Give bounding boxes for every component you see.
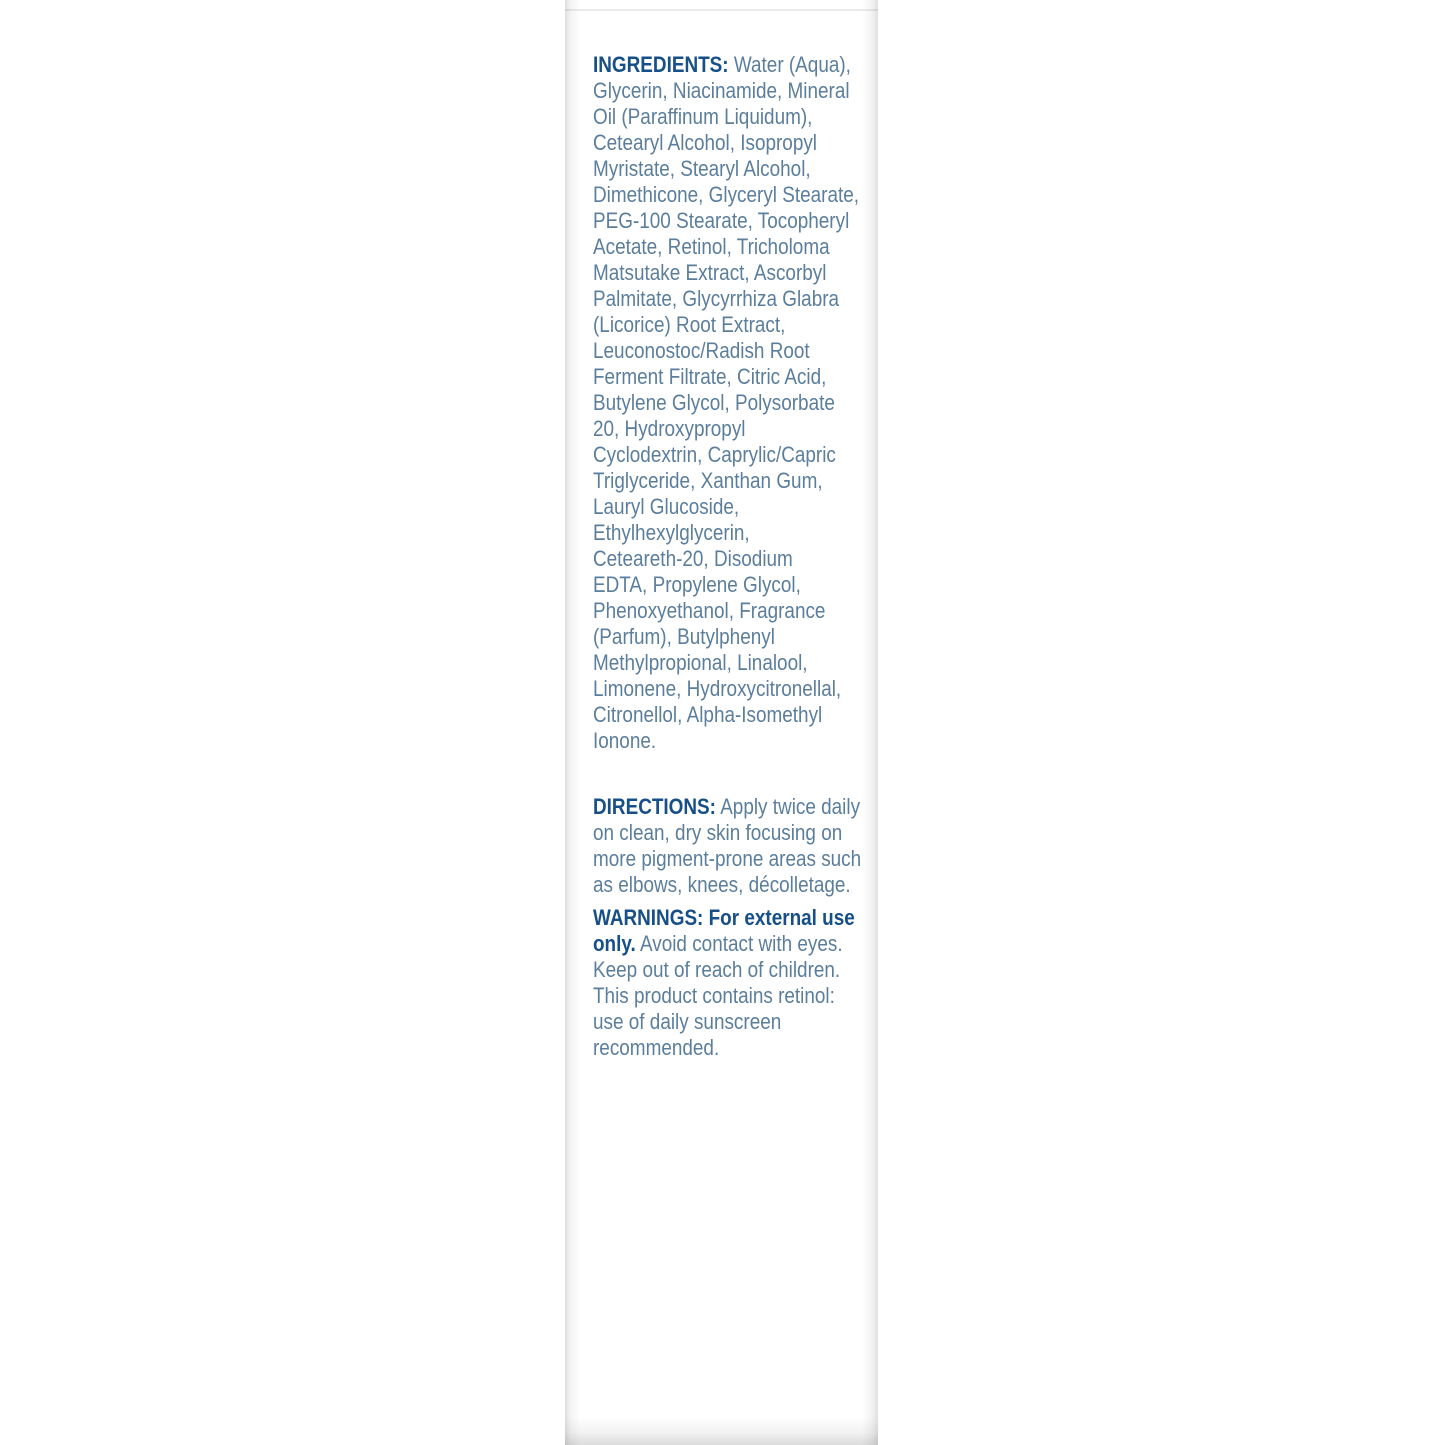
- text-line: [593, 208, 885, 234]
- label-body-text: use of daily sunscreen: [593, 1009, 782, 1034]
- label-body-text: Butylene Glycol, Polysorbate: [593, 390, 835, 415]
- text-line: [593, 104, 885, 130]
- text-line: [593, 702, 885, 728]
- panel-top-crease: [565, 9, 878, 11]
- label-body-text: Palmitate, Glycyrrhiza Glabra: [593, 286, 840, 311]
- label-body-text: This product contains retinol:: [593, 983, 835, 1008]
- text-line: [593, 983, 885, 1009]
- label-body-text: 20, Hydroxypropyl: [593, 416, 746, 441]
- label-body-text: Apply twice daily: [715, 794, 861, 819]
- label-heading-text: WARNINGS: For external use: [593, 905, 855, 930]
- label-body-text: (Licorice) Root Extract,: [593, 312, 786, 337]
- label-body-text: Phenoxyethanol, Fragrance: [593, 598, 826, 623]
- label-body-text: Lauryl Glucoside,: [593, 494, 740, 519]
- label-body-text: PEG-100 Stearate, Tocopheryl: [593, 208, 850, 233]
- label-body-text: Methylpropional, Linalool,: [593, 650, 808, 675]
- label-heading-text: DIRECTIONS:: [593, 794, 716, 819]
- text-line: [593, 156, 885, 182]
- text-line: [593, 676, 885, 702]
- label-body-text: Citronellol, Alpha-Isomethyl: [593, 702, 823, 727]
- label-body-text: Ethylhexylglycerin,: [593, 520, 750, 545]
- text-line: [593, 520, 885, 546]
- label-body-text: Keep out of reach of children.: [593, 957, 841, 982]
- text-line: [593, 820, 885, 846]
- text-line: [593, 1009, 885, 1035]
- text-line: [593, 468, 885, 494]
- text-line: [593, 572, 885, 598]
- text-line: [593, 957, 885, 983]
- text-line: [593, 794, 885, 820]
- label-body-text: EDTA, Propylene Glycol,: [593, 572, 801, 597]
- label-body-text: Avoid contact with eyes.: [635, 931, 843, 956]
- text-line: [593, 494, 885, 520]
- text-line: [593, 931, 885, 957]
- text-line: [593, 364, 885, 390]
- text-line: [593, 52, 885, 78]
- text-line: [593, 130, 885, 156]
- text-line: [593, 182, 885, 208]
- label-body-text: Cetearyl Alcohol, Isopropyl: [593, 130, 818, 155]
- label-body-text: Triglyceride, Xanthan Gum,: [593, 468, 823, 493]
- panel-left-edge: [565, 0, 581, 1445]
- label-body-text: Ferment Filtrate, Citric Acid,: [593, 364, 827, 389]
- label-body-text: (Parfum), Butylphenyl: [593, 624, 775, 649]
- panel-bottom-shadow: [565, 1417, 878, 1445]
- text-line: [593, 846, 885, 872]
- text-line: [593, 338, 885, 364]
- section-warnings: [593, 905, 885, 1061]
- text-line: [593, 728, 885, 754]
- text-line: [593, 546, 885, 572]
- text-line: [593, 598, 885, 624]
- panel-text: [593, 52, 885, 1061]
- label-body-text: Limonene, Hydroxycitronellal,: [593, 676, 842, 701]
- text-line: [593, 872, 885, 898]
- text-line: [593, 286, 885, 312]
- section-directions: [593, 794, 885, 898]
- label-body-text: Matsutake Extract, Ascorbyl: [593, 260, 827, 285]
- label-body-text: Acetate, Retinol, Tricholoma: [593, 234, 830, 259]
- text-line: [593, 442, 885, 468]
- label-body-text: recommended.: [593, 1035, 720, 1060]
- carton-side-panel: [565, 0, 878, 1445]
- text-line: [593, 416, 885, 442]
- label-body-text: Leuconostoc/Radish Root: [593, 338, 810, 363]
- text-line: [593, 260, 885, 286]
- section-ingredients: [593, 52, 885, 754]
- label-body-text: as elbows, knees, décolletage.: [593, 872, 851, 897]
- text-line: [593, 312, 885, 338]
- label-body-text: Water (Aqua),: [728, 52, 851, 77]
- text-line: [593, 78, 885, 104]
- label-body-text: Myristate, Stearyl Alcohol,: [593, 156, 811, 181]
- text-line: [593, 624, 885, 650]
- label-heading-text: only.: [593, 931, 636, 956]
- text-line: [593, 1035, 885, 1061]
- label-body-text: on clean, dry skin focusing on: [593, 820, 843, 845]
- label-heading-text: INGREDIENTS:: [593, 52, 729, 77]
- label-body-text: Cyclodextrin, Caprylic/Capric: [593, 442, 836, 467]
- label-body-text: Ionone.: [593, 728, 657, 753]
- label-body-text: Glycerin, Niacinamide, Mineral: [593, 78, 850, 103]
- label-body-text: more pigment-prone areas such: [593, 846, 862, 871]
- text-line: [593, 390, 885, 416]
- text-line: [593, 905, 885, 931]
- label-body-text: Oil (Paraffinum Liquidum),: [593, 104, 813, 129]
- label-body-text: Dimethicone, Glyceryl Stearate,: [593, 182, 860, 207]
- label-body-text: Ceteareth-20, Disodium: [593, 546, 793, 571]
- text-line: [593, 234, 885, 260]
- text-line: [593, 650, 885, 676]
